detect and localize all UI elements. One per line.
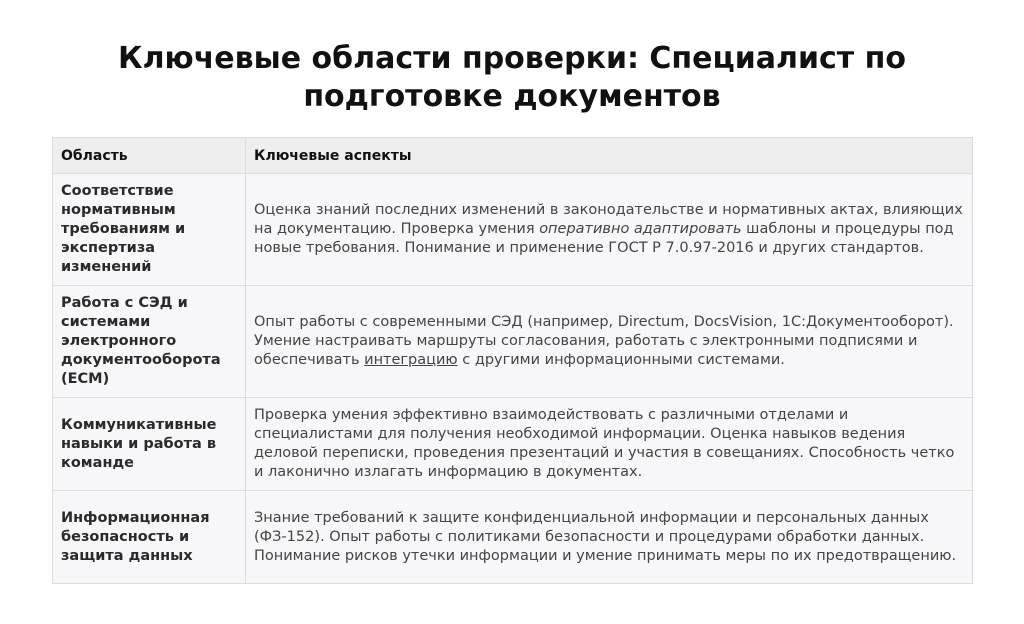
area-cell: Коммуникативные навыки и работа в команде — [53, 398, 246, 491]
aspects-underlined: интеграцию — [364, 352, 458, 368]
aspects-cell — [246, 286, 973, 398]
aspects-table — [52, 137, 973, 584]
table-row — [53, 398, 973, 491]
table-row — [53, 491, 973, 584]
area-cell: Соответствие нормативным требованиям и экспертиза изменений — [53, 174, 246, 286]
area-cell: Информационная безопасность и защита данных — [53, 491, 246, 584]
aspects-text: Опыт работы с современными СЭД (например, Directum, DocsVision, 1С:Документооборот). Умение настраивать маршруты согласования, работать с электронными подписями и обеспечивать — [254, 314, 954, 368]
table-row — [53, 286, 973, 398]
aspects-cell: Знание требований к защите конфиденциальной информации и персональных данных (ФЗ-152). Опыт работы с политиками безопасности и процедурами обработки данных. Понимание рисков утечки информации и умение принимать меры по их предотвращению. — [246, 491, 973, 584]
aspects-cell: Проверка умения эффективно взаимодействовать с различными отделами и специалистами для получения необходимой информации. Оценка навыков ведения деловой переписки, проведения презентаций и участия в совещаниях. Способность четко и лаконично излагать информацию в документах. — [246, 398, 973, 491]
column-header-aspects: Ключевые аспекты — [246, 138, 973, 174]
page-title: Ключевые области проверки: Специалист по подготовке документов — [118, 41, 906, 114]
aspects-text: с другими информационными системами. — [457, 352, 785, 368]
aspects-emphasis: оперативно адаптировать — [539, 221, 742, 237]
aspects-cell — [246, 174, 973, 286]
table-header-row — [53, 138, 973, 174]
area-cell: Работа с СЭД и системами электронного документооборота (ECM) — [53, 286, 246, 398]
aspects-text: Оценка знаний последних изменений в законодательстве и нормативных актах, влияющих на документацию. Проверка умения — [254, 202, 963, 237]
aspects-text: шаблоны и процедуры под новые требования. Понимание и применение ГОСТ Р 7.0.97-2016 и других стандартов. — [254, 221, 954, 256]
column-header-area: Область — [53, 138, 246, 174]
table-row — [53, 174, 973, 286]
